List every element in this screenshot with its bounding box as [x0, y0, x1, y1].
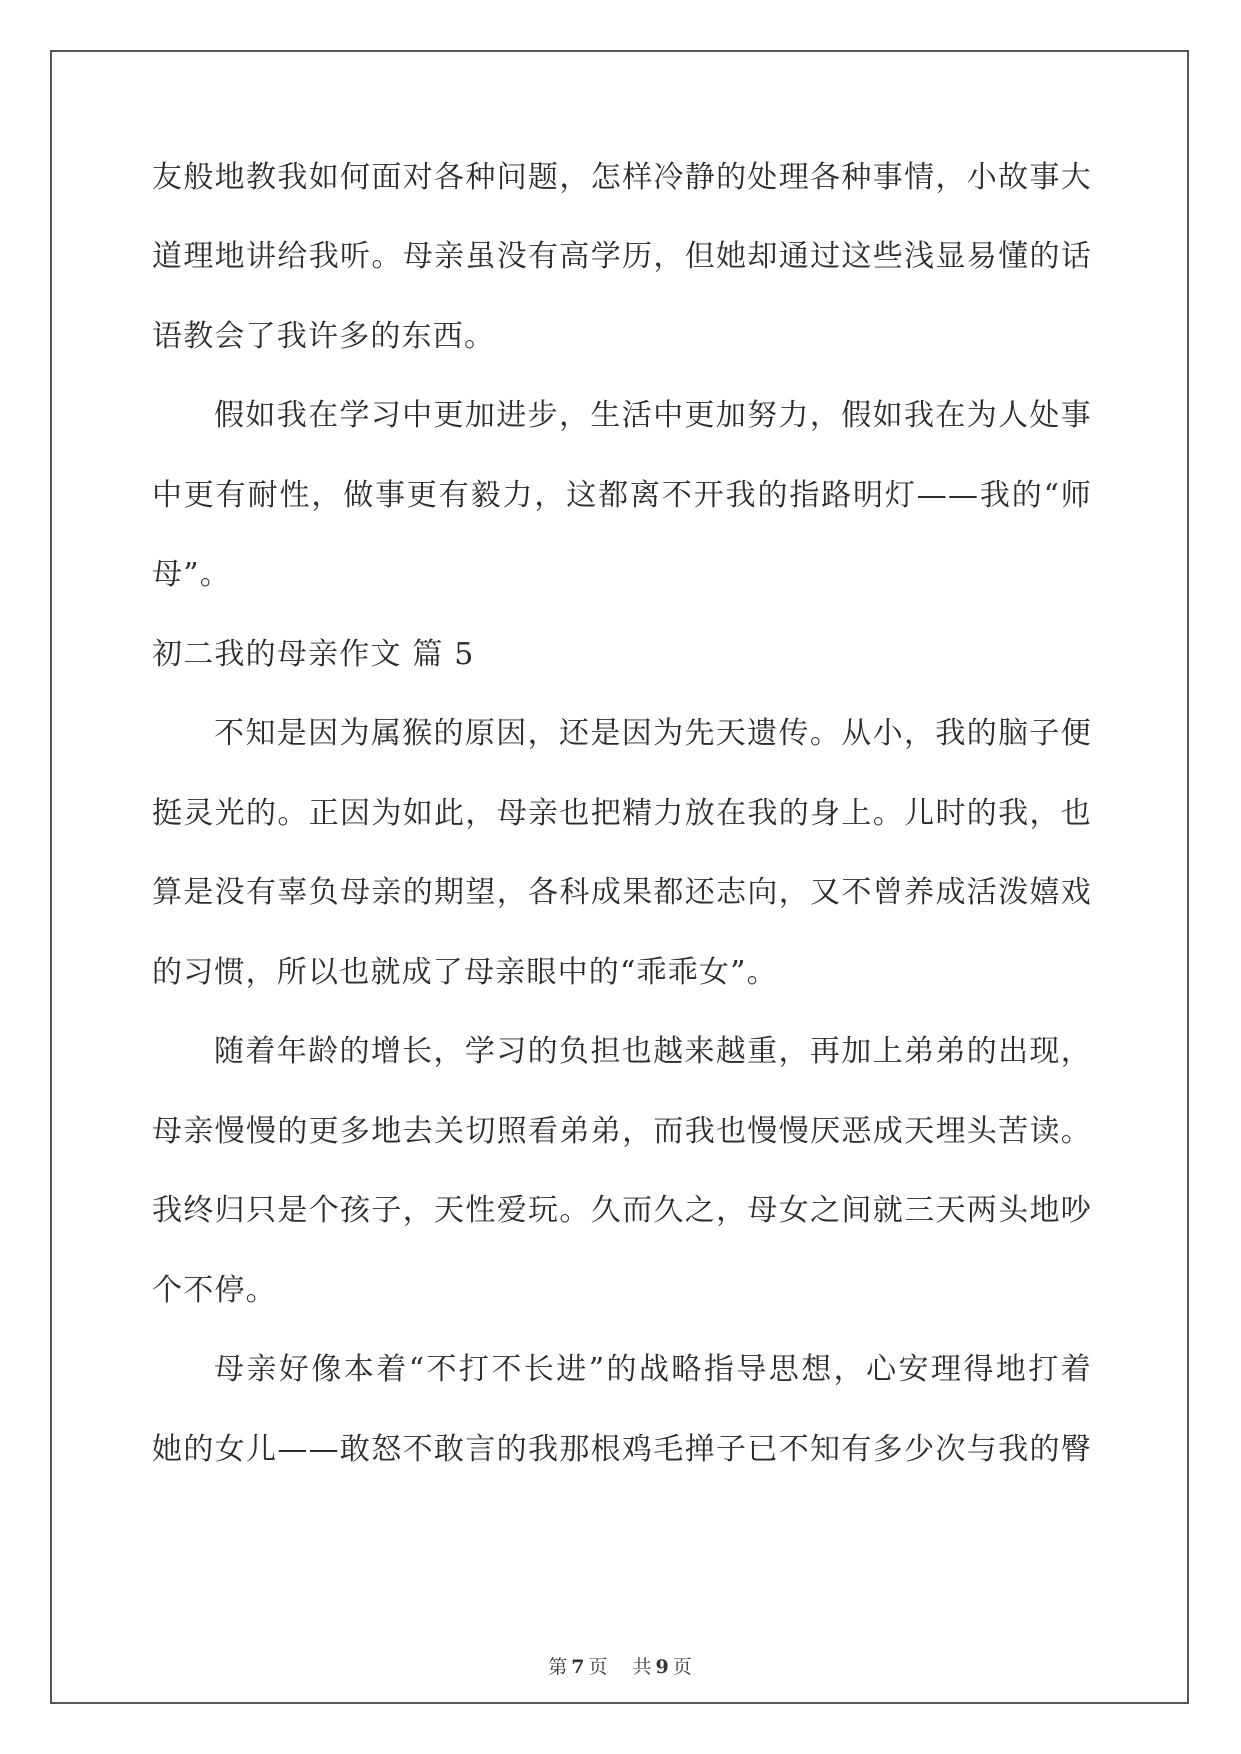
current-page-number: 7 [571, 1656, 586, 1678]
text-line: 语教会了我许多的东西。 [152, 319, 496, 354]
section-heading: 初二我的母亲作文 篇 5 [152, 637, 475, 672]
text-line: 我终归只是个孩子，天性爱玩。久而久之，母女之间就三天两头地吵 [152, 1193, 1092, 1228]
paragraph-first-line: 随着年龄的增长，学习的负担也越来越重，再加上弟弟的出现， [214, 1034, 1092, 1069]
page-prefix: 第 [548, 1656, 569, 1678]
total-prefix: 共 [632, 1656, 653, 1678]
text-line: 挺灵光的。正因为如此，母亲也把精力放在我的身上。儿时的我，也 [152, 796, 1092, 831]
paragraph-first-line: 母亲好像本着“不打不长进”的战略指导思想，心安理得地打着 [214, 1352, 1092, 1387]
text-line: 个不停。 [152, 1273, 277, 1308]
total-page-number: 9 [655, 1656, 670, 1678]
text-line: 中更有耐性，做事更有毅力，这都离不开我的指路明灯——我的“师 [152, 478, 1092, 513]
text-line: 的习惯，所以也就成了母亲眼中的“乖乖女”。 [152, 955, 778, 990]
text-line: 母”。 [152, 557, 231, 592]
text-line: 道理地讲给我听。母亲虽没有高学历，但她却通过这些浅显易懂的话 [152, 239, 1092, 274]
text-line: 友般地教我如何面对各种问题，怎样冷静的处理各种事情，小故事大 [152, 160, 1092, 195]
page-footer [0, 1652, 1241, 1679]
paragraph-first-line: 不知是因为属猴的原因，还是因为先天遗传。从小，我的脑子便 [214, 716, 1092, 751]
page-unit: 页 [588, 1656, 609, 1678]
text-line: 她的女儿——敢怒不敢言的我那根鸡毛掸子已不知有多少次与我的臀 [152, 1432, 1092, 1467]
text-line: 算是没有辜负母亲的期望，各科成果都还志向，又不曾养成活泼嬉戏 [152, 875, 1092, 910]
total-unit: 页 [672, 1656, 693, 1678]
text-line: 母亲慢慢的更多地去关切照看弟弟，而我也慢慢厌恶成天埋头苦读。 [152, 1114, 1092, 1149]
paragraph-first-line: 假如我在学习中更加进步，生活中更加努力，假如我在为人处事 [214, 398, 1092, 433]
